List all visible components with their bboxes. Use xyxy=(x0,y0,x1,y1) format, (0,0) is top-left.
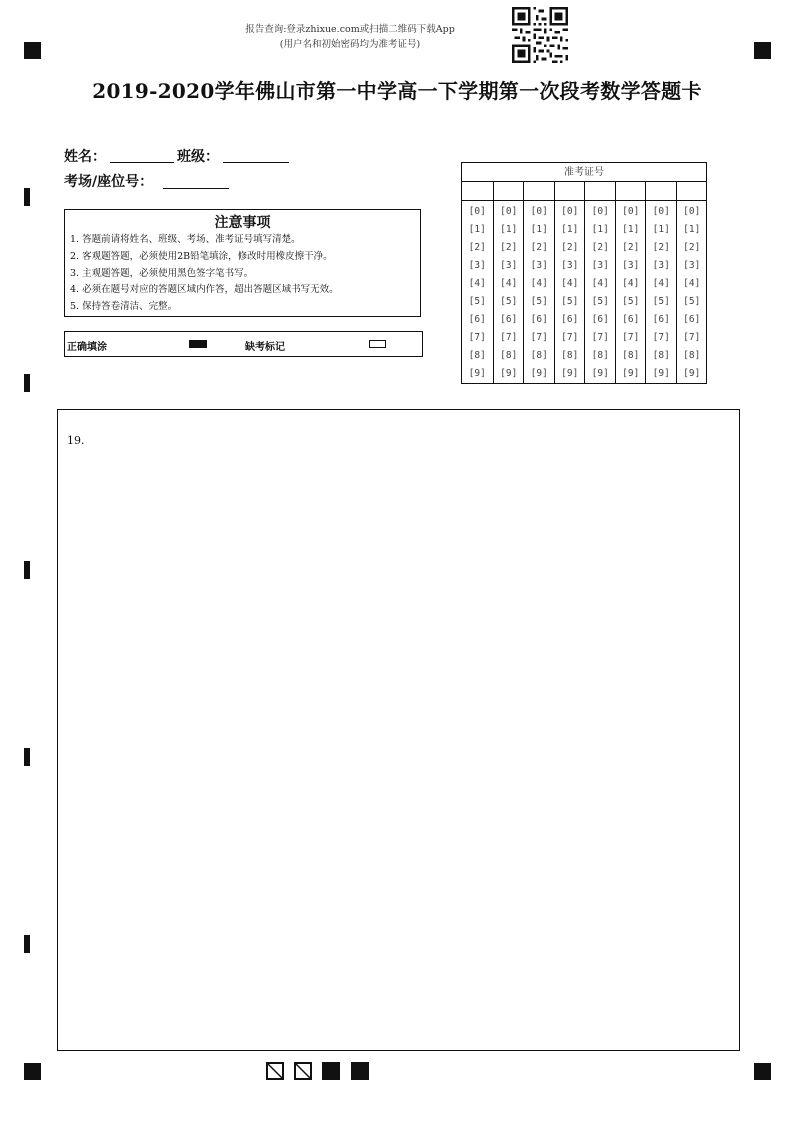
admission-digit-bubble[interactable]: [6] xyxy=(652,314,670,325)
admission-digit-write-cell[interactable] xyxy=(462,182,493,201)
admission-digit-column xyxy=(584,182,616,383)
correct-fill-sample xyxy=(189,340,207,348)
slashed-box-icon xyxy=(266,1062,284,1080)
class-label: 班级： xyxy=(177,149,219,165)
timing-mark xyxy=(24,188,30,206)
admission-digit-bubble[interactable]: [1] xyxy=(622,224,640,235)
admission-digit-bubble[interactable]: [8] xyxy=(652,350,670,361)
question-number: 19. xyxy=(67,434,85,447)
admission-digit-bubble[interactable]: [1] xyxy=(468,224,486,235)
admission-digit-bubble[interactable]: [3] xyxy=(683,260,701,271)
filled-box-mark xyxy=(322,1062,340,1080)
admission-digit-bubble[interactable]: [4] xyxy=(500,278,518,289)
admission-digit-bubble[interactable]: [2] xyxy=(500,242,518,253)
admission-digit-bubble[interactable]: [3] xyxy=(500,260,518,271)
admission-digit-bubble[interactable]: [2] xyxy=(683,242,701,253)
admission-digit-bubble[interactable]: [6] xyxy=(683,314,701,325)
notice-box xyxy=(64,209,421,317)
admission-digit-column xyxy=(554,182,586,383)
notice-item: 5. 保持答卷清洁、完整。 xyxy=(70,301,178,313)
admission-digit-bubble[interactable]: [6] xyxy=(622,314,640,325)
report-query-text: 报告查询:登录zhixue.com或扫描二维码下载App xyxy=(245,24,455,35)
admission-digit-bubble[interactable]: [0] xyxy=(591,206,609,217)
admission-digit-bubble[interactable]: [2] xyxy=(652,242,670,253)
admission-digit-bubble[interactable]: [8] xyxy=(530,350,548,361)
admission-digit-bubble[interactable]: [7] xyxy=(500,332,518,343)
admission-digit-bubble[interactable]: [7] xyxy=(683,332,701,343)
page-title: 2019-2020学年佛山市第一中学高一下学期第一次段考数学答题卡 xyxy=(92,79,702,103)
admission-digit-bubble[interactable]: [9] xyxy=(591,368,609,379)
registration-mark-bottom-right xyxy=(754,1063,771,1080)
admission-digit-bubble[interactable]: [5] xyxy=(468,296,486,307)
admission-digit-bubble[interactable]: [4] xyxy=(622,278,640,289)
admission-digit-bubble[interactable]: [7] xyxy=(468,332,486,343)
admission-digit-bubble[interactable]: [0] xyxy=(652,206,670,217)
admission-digit-bubble[interactable]: [9] xyxy=(500,368,518,379)
fill-sample-box xyxy=(64,331,423,357)
admission-digit-bubble[interactable]: [8] xyxy=(468,350,486,361)
slashed-box-icon xyxy=(294,1062,312,1080)
admission-digit-bubble[interactable]: [6] xyxy=(561,314,579,325)
admission-digit-bubble[interactable]: [5] xyxy=(561,296,579,307)
registration-mark-top-right xyxy=(754,42,771,59)
admission-digit-bubble[interactable]: [6] xyxy=(500,314,518,325)
registration-mark-top-left xyxy=(24,42,41,59)
admission-digit-bubble[interactable]: [5] xyxy=(622,296,640,307)
admission-digit-write-cell[interactable] xyxy=(677,182,708,201)
admission-digit-bubble[interactable]: [0] xyxy=(622,206,640,217)
notice-title: 注意事项 xyxy=(214,215,271,231)
timing-mark xyxy=(24,561,30,579)
admission-digit-bubble[interactable]: [6] xyxy=(468,314,486,325)
admission-digit-bubble[interactable]: [0] xyxy=(500,206,518,217)
admission-digit-bubble[interactable]: [9] xyxy=(468,368,486,379)
admission-digit-write-cell[interactable] xyxy=(616,182,647,201)
admission-digit-bubble[interactable]: [1] xyxy=(591,224,609,235)
admission-digit-column xyxy=(462,182,493,383)
absent-mark-checkbox[interactable] xyxy=(369,340,386,348)
admission-digit-bubble[interactable]: [5] xyxy=(591,296,609,307)
admission-digit-bubble[interactable]: [5] xyxy=(683,296,701,307)
admission-digit-bubble[interactable]: [9] xyxy=(622,368,640,379)
admission-digit-bubble[interactable]: [1] xyxy=(500,224,518,235)
admission-digit-bubble[interactable]: [6] xyxy=(591,314,609,325)
admission-digit-bubble[interactable]: [9] xyxy=(652,368,670,379)
admission-digit-bubble[interactable]: [0] xyxy=(530,206,548,217)
admission-digit-write-cell[interactable] xyxy=(555,182,586,201)
notice-list xyxy=(70,232,339,316)
admission-digit-bubble[interactable]: [4] xyxy=(468,278,486,289)
admission-digit-bubble[interactable]: [3] xyxy=(468,260,486,271)
admission-digit-bubble[interactable]: [8] xyxy=(683,350,701,361)
admission-digit-bubble[interactable]: [3] xyxy=(530,260,548,271)
notice-item: 2. 客观题答题，必须使用2B铅笔填涂，修改时用橡皮擦干净。 xyxy=(70,250,333,262)
notice-item: 3. 主观题答题，必须使用黑色签字笔书写。 xyxy=(70,267,254,279)
admission-digit-bubble[interactable]: [4] xyxy=(530,278,548,289)
correct-fill-label: 正确填涂 xyxy=(67,342,107,353)
admission-digit-write-cell[interactable] xyxy=(646,182,677,201)
timing-mark xyxy=(24,748,30,766)
admission-digit-bubble[interactable]: [7] xyxy=(530,332,548,343)
admission-digit-bubble[interactable]: [2] xyxy=(530,242,548,253)
admission-number-title: 准考证号 xyxy=(462,163,706,182)
admission-digit-bubble[interactable]: [2] xyxy=(622,242,640,253)
qr-code[interactable] xyxy=(512,7,568,63)
admission-digit-bubble[interactable]: [8] xyxy=(500,350,518,361)
admission-digit-bubble[interactable]: [3] xyxy=(591,260,609,271)
admission-digit-bubble[interactable]: [7] xyxy=(652,332,670,343)
admission-digit-bubble[interactable]: [7] xyxy=(561,332,579,343)
admission-digit-bubble[interactable]: [0] xyxy=(561,206,579,217)
admission-digit-bubble[interactable]: [6] xyxy=(530,314,548,325)
admission-digit-bubble[interactable]: [4] xyxy=(652,278,670,289)
admission-digit-bubble[interactable]: [3] xyxy=(561,260,579,271)
admission-digit-bubble[interactable]: [1] xyxy=(530,224,548,235)
admission-digit-column xyxy=(645,182,677,383)
admission-digit-bubble[interactable]: [1] xyxy=(561,224,579,235)
admission-number-grid xyxy=(461,162,707,384)
seat-label: 考场/座位号： xyxy=(64,174,154,190)
admission-digit-bubble[interactable]: [3] xyxy=(622,260,640,271)
admission-digit-write-cell[interactable] xyxy=(494,182,525,201)
admission-digit-bubble[interactable]: [4] xyxy=(683,278,701,289)
admission-digit-bubble[interactable]: [8] xyxy=(591,350,609,361)
admission-digit-bubble[interactable]: [3] xyxy=(652,260,670,271)
admission-digit-bubble[interactable]: [4] xyxy=(561,278,579,289)
admission-digit-bubble[interactable]: [5] xyxy=(530,296,548,307)
notice-item: 1. 答题前请将姓名、班级、考场、准考证号填写清楚。 xyxy=(70,234,301,245)
admission-digit-bubble[interactable]: [9] xyxy=(683,368,701,379)
registration-mark-bottom-left xyxy=(24,1063,41,1080)
admission-digit-bubble[interactable]: [5] xyxy=(652,296,670,307)
admission-digit-bubble[interactable]: [0] xyxy=(468,206,486,217)
timing-mark xyxy=(24,935,30,953)
admission-digit-bubble[interactable]: [4] xyxy=(591,278,609,289)
absent-mark-label: 缺考标记 xyxy=(245,342,285,353)
admission-digit-bubble[interactable]: [7] xyxy=(591,332,609,343)
admission-digit-write-cell[interactable] xyxy=(585,182,616,201)
admission-digit-bubble[interactable]: [8] xyxy=(622,350,640,361)
login-hint-text: (用户名和初始密码均为准考证号) xyxy=(279,39,421,50)
seat-input-line[interactable] xyxy=(163,188,229,189)
name-label: 姓名： xyxy=(64,149,106,165)
admission-digit-bubble[interactable]: [2] xyxy=(561,242,579,253)
admission-digit-bubble[interactable]: [9] xyxy=(561,368,579,379)
name-input-line[interactable] xyxy=(110,162,174,163)
admission-digit-column xyxy=(493,182,525,383)
admission-digit-column xyxy=(676,182,708,383)
filled-box-mark xyxy=(351,1062,369,1080)
admission-digit-write-cell[interactable] xyxy=(524,182,555,201)
notice-item: 4. 必须在题号对应的答题区域内作答，超出答题区域书写无效。 xyxy=(70,284,339,296)
admission-digit-column xyxy=(615,182,647,383)
admission-digit-bubble[interactable]: [9] xyxy=(530,368,548,379)
answer-area-19[interactable] xyxy=(57,409,740,1051)
admission-digit-bubble[interactable]: [5] xyxy=(500,296,518,307)
admission-digit-bubble[interactable]: [8] xyxy=(561,350,579,361)
admission-digit-bubble[interactable]: [2] xyxy=(468,242,486,253)
admission-digit-bubble[interactable]: [0] xyxy=(683,206,701,217)
admission-digit-bubble[interactable]: [1] xyxy=(652,224,670,235)
admission-digit-column xyxy=(523,182,555,383)
timing-mark xyxy=(24,374,30,392)
class-input-line[interactable] xyxy=(223,162,289,163)
admission-digit-bubble[interactable]: [1] xyxy=(683,224,701,235)
admission-digit-bubble[interactable]: [7] xyxy=(622,332,640,343)
admission-digit-bubble[interactable]: [2] xyxy=(591,242,609,253)
